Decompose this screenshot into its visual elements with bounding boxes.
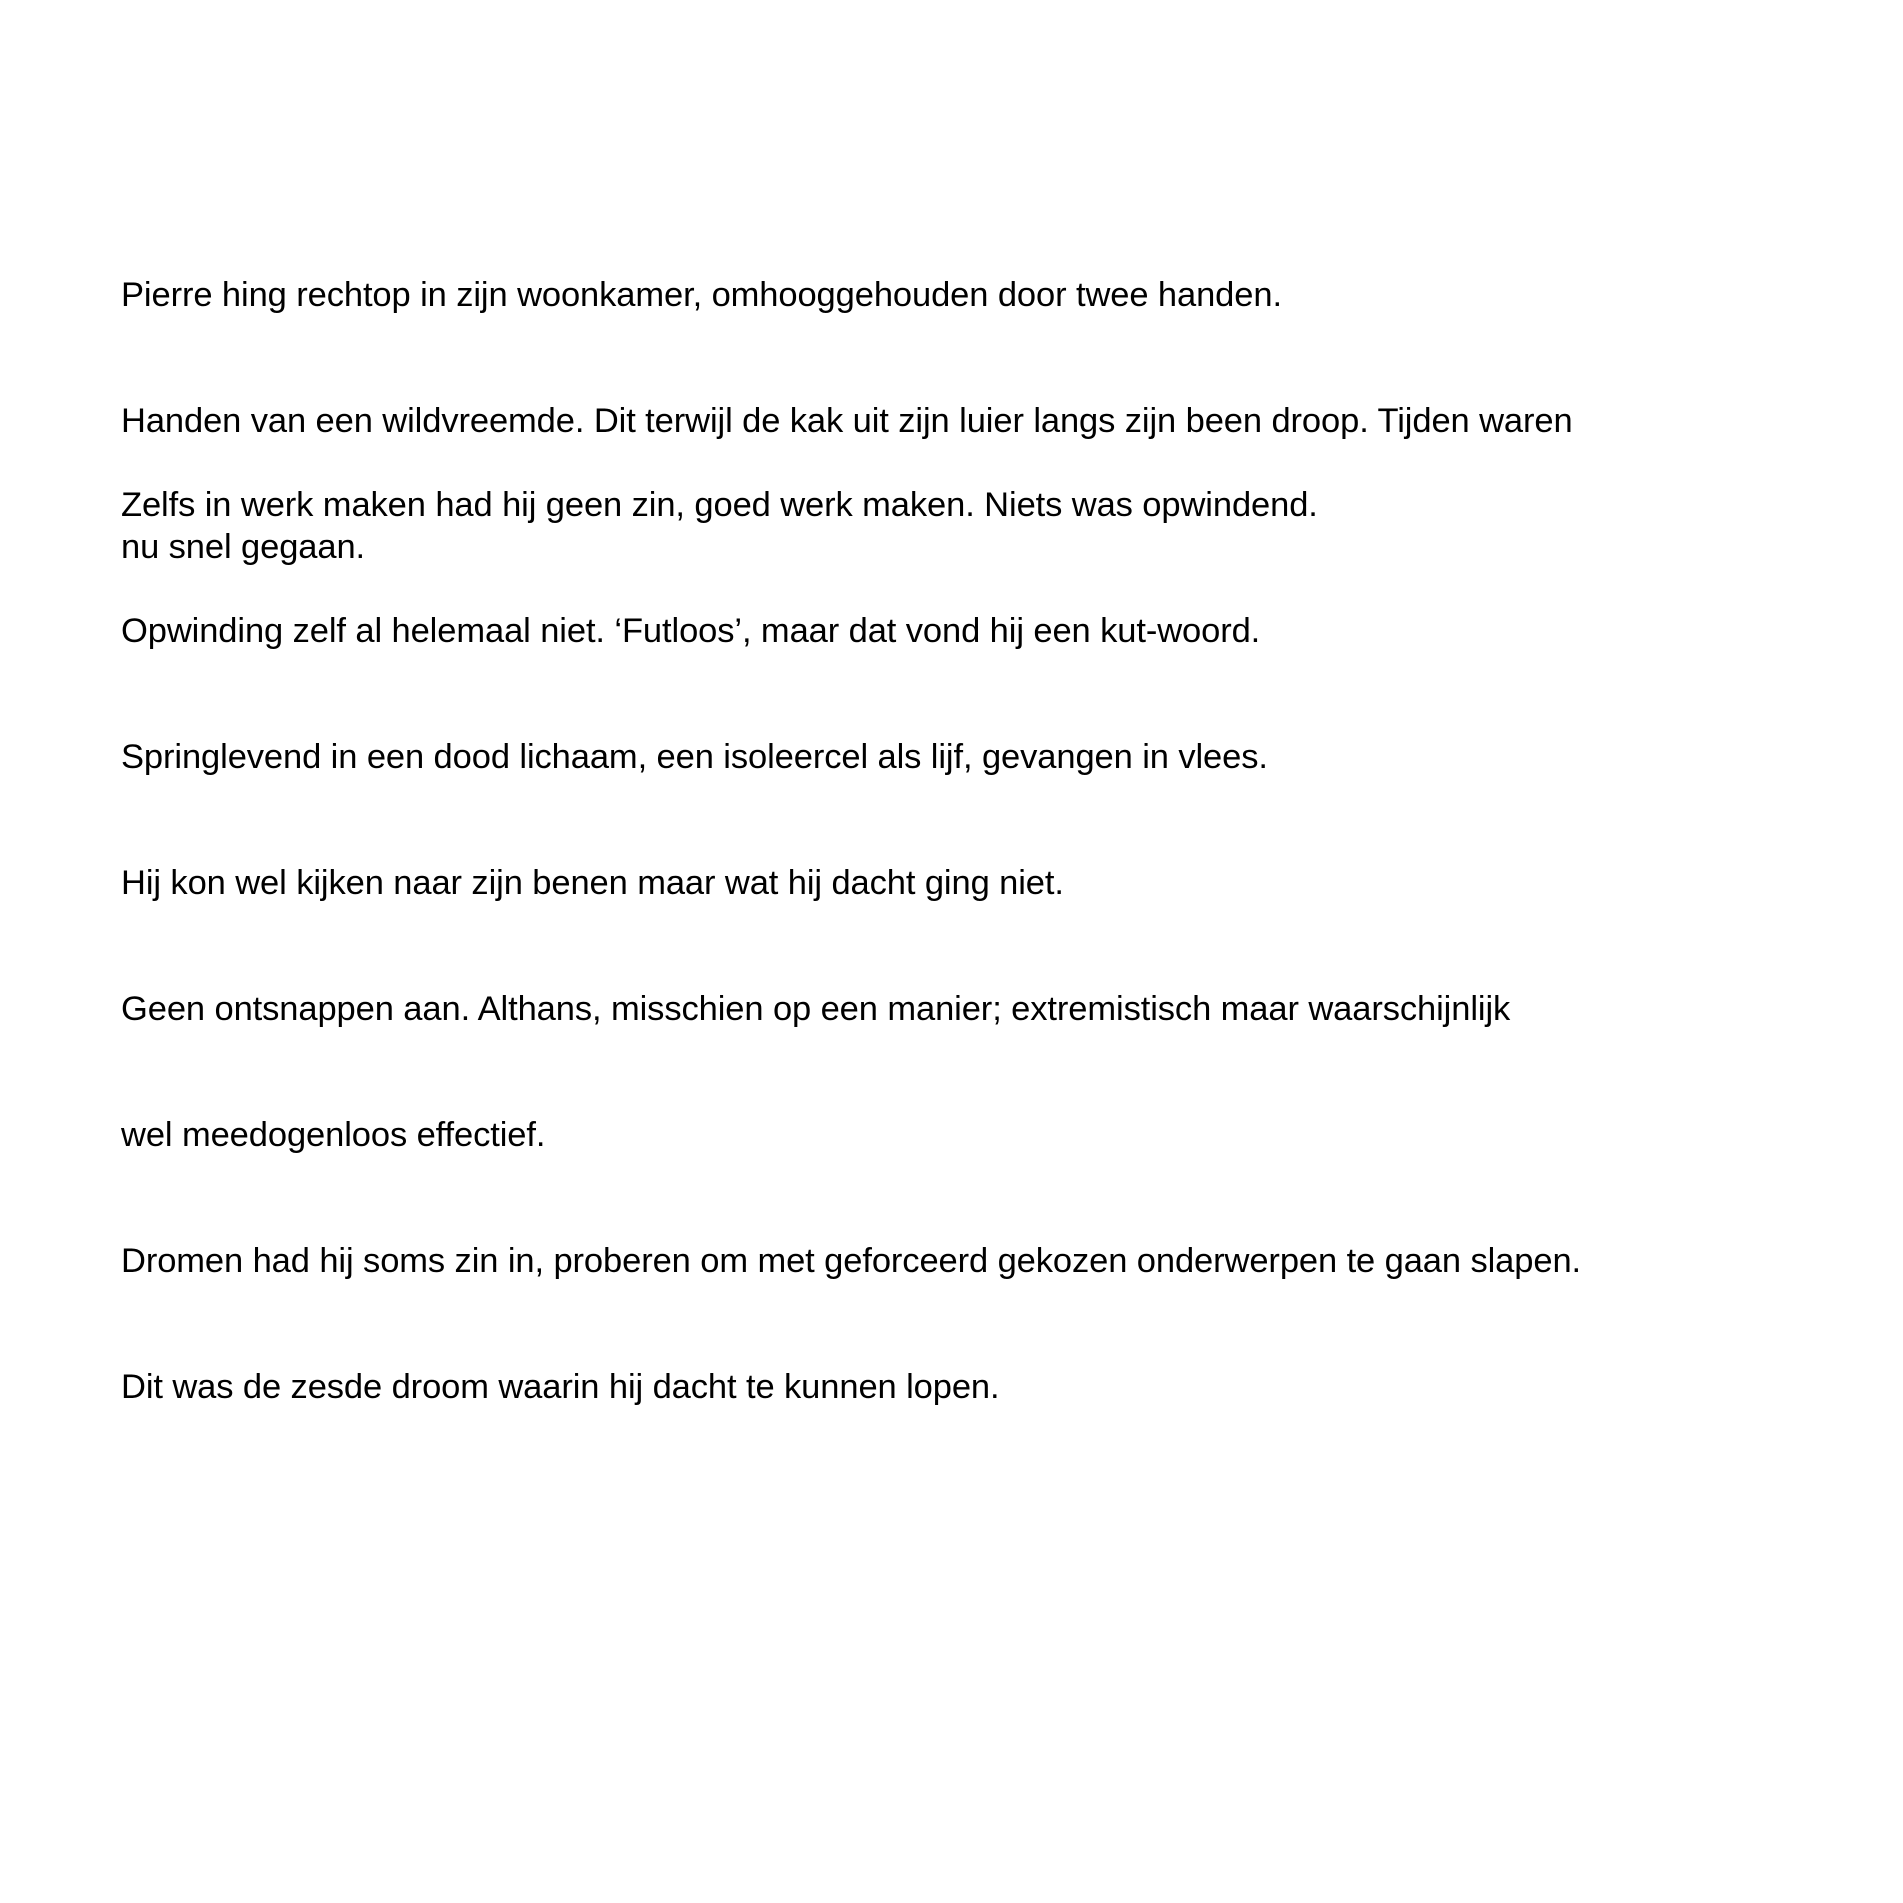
paragraph-line: Dromen had hij soms zin in, proberen om met geforceerd gekozen onderwerpen te gaan slapen. xyxy=(121,1242,1582,1280)
paragraph-line: nu snel gegaan. xyxy=(121,528,366,566)
paragraph-line: wel meedogenloos effectief. xyxy=(121,1116,546,1154)
paragraph-line: Opwinding zelf al helemaal niet. ‘Futloos’, maar dat vond hij een kut-woord. xyxy=(121,612,1261,650)
paragraph-line: Dit was de zesde droom waarin hij dacht te kunnen lopen. xyxy=(121,1368,1000,1406)
paragraph-line: Springlevend in een dood lichaam, een isoleercel als lijf, gevangen in vlees. xyxy=(121,738,1268,776)
paragraph-2 xyxy=(121,400,1581,1492)
paragraph-line: Hij kon wel kijken naar zijn benen maar wat hij dacht ging niet. xyxy=(121,864,1064,902)
paragraph-line: Zelfs in werk maken had hij geen zin, goed werk maken. Niets was opwindend. xyxy=(121,486,1318,524)
paragraph-line: Pierre hing rechtop in zijn woonkamer, omhooggehouden door twee handen. xyxy=(121,276,1282,314)
paragraph-line: Geen ontsnappen aan. Althans, misschien op een manier; extremistisch maar waarschijnlijk xyxy=(121,990,1511,1028)
paragraph-line: Handen van een wildvreemde. Dit terwijl de kak uit zijn luier langs zijn been droop. Tijden waren xyxy=(121,402,1573,440)
